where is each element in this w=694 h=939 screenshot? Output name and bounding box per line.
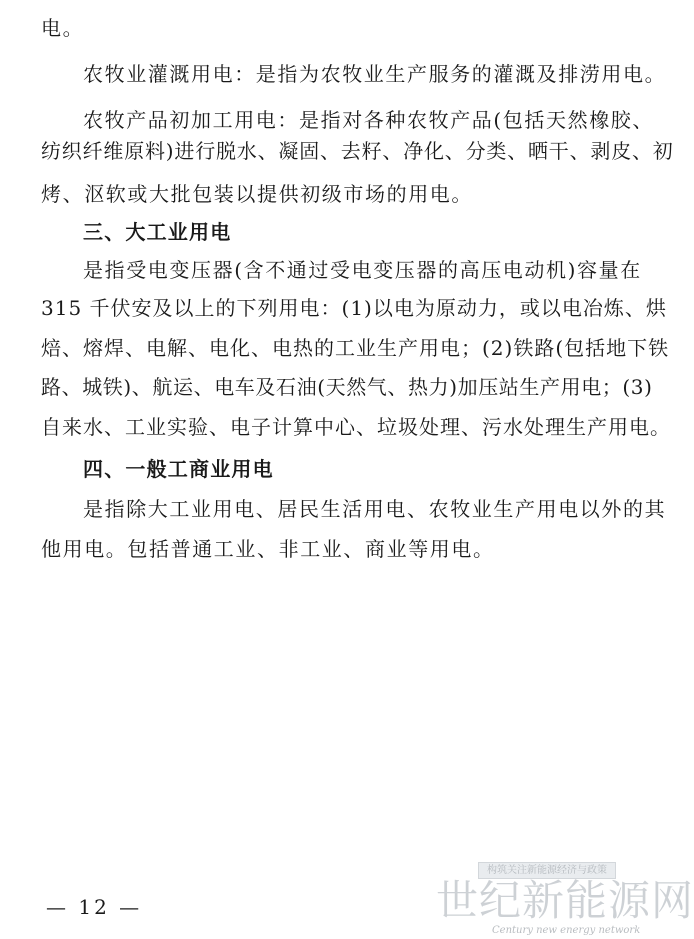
section-heading: 四、一般工商业用电 <box>83 457 274 481</box>
paragraph-line: 他用电。包括普通工业、非工业、商业等用电。 <box>41 537 495 561</box>
paragraph-line: 农牧产品初加工用电：是指对各种农牧产品(包括天然橡胶、 <box>83 108 655 132</box>
paragraph-line: 电。 <box>41 16 85 40</box>
paragraph-line: 自来水、工业实验、电子计算中心、垃圾处理、污水处理生产用电。 <box>41 415 671 439</box>
page-number: — 12 — <box>46 895 143 919</box>
paragraph-line: 烤、沤软或大批包装以提供初级市场的用电。 <box>41 182 473 206</box>
section-heading: 三、大工业用电 <box>83 220 232 244</box>
paragraph-line: 路、城铁)、航运、电车及石油(天然气、热力)加压站生产用电；(3) <box>41 375 653 399</box>
paragraph-line: 是指受电变压器(含不通过受电变压器的高压电动机)容量在 <box>83 258 642 282</box>
watermark-banner: 构筑关注新能源经济与政策 <box>478 862 616 879</box>
paragraph-line: 纺织纤维原料)进行脱水、凝固、去籽、净化、分类、晒干、剥皮、初 <box>41 139 674 163</box>
watermark-subtitle: Century new energy network <box>492 925 641 936</box>
paragraph-line: 焙、熔焊、电解、电化、电热的工业生产用电；(2)铁路(包括地下铁 <box>41 336 670 360</box>
paragraph-line: 是指除大工业用电、居民生活用电、农牧业生产用电以外的其 <box>83 497 667 521</box>
paragraph-line: 315 千伏安及以上的下列用电：(1)以电为原动力，或以电冶炼、烘 <box>41 296 667 320</box>
paragraph-line: 农牧业灌溉用电：是指为农牧业生产服务的灌溉及排涝用电。 <box>83 62 667 86</box>
watermark-logo-text: 世纪新能源网 <box>436 876 694 925</box>
